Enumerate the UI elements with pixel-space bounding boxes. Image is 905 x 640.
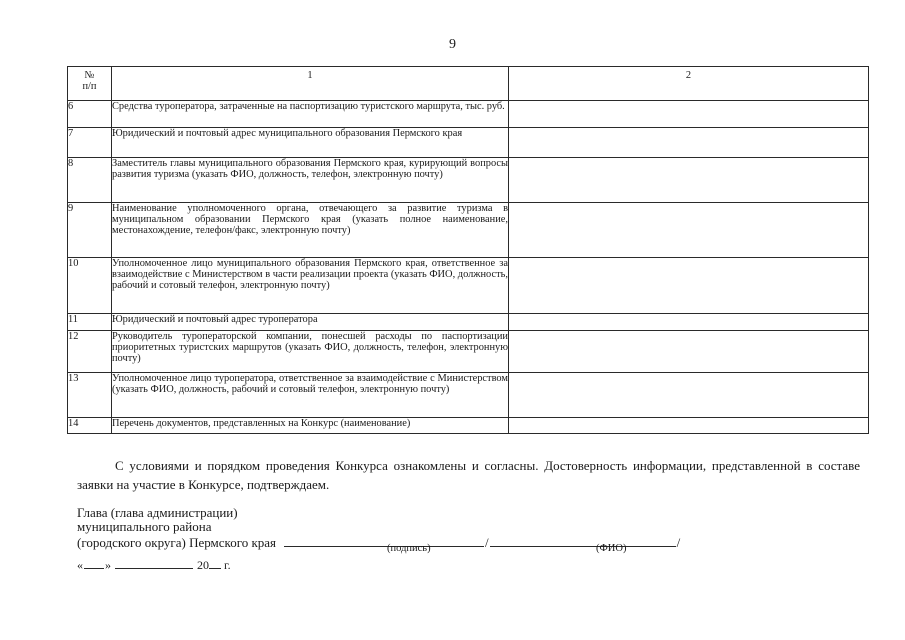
name-line[interactable] [490,534,676,547]
row-number: 8 [68,158,112,203]
row-value-cell[interactable] [509,101,869,128]
table-row [68,158,869,203]
day-blank[interactable] [84,556,104,569]
row-description: Уполномоченное лицо туроператора, ответственное за взаимодействие с Министерством (указать ФИО, должность, рабочий и сотовый телефон, электронную почту) [112,373,509,418]
date-open-quote: « [77,558,83,572]
separator-slash-end: / [676,535,681,550]
table-row [68,258,869,314]
row-value-cell[interactable] [509,314,869,331]
year-blank[interactable] [209,556,221,569]
table-row [68,128,869,158]
month-blank[interactable] [115,556,193,569]
signature-line[interactable] [284,534,484,547]
signer-title-line-3 [77,534,681,550]
row-number: 13 [68,373,112,418]
row-description: Средства туроператора, затраченные на паспортизацию туристского маршрута, тыс. руб. [112,101,509,128]
row-value-cell[interactable] [509,128,869,158]
row-value-cell[interactable] [509,203,869,258]
header-col-2: 2 [509,67,869,101]
date-close-quote: » [105,558,111,572]
row-value-cell[interactable] [509,258,869,314]
row-number: 14 [68,418,112,434]
table-row [68,373,869,418]
row-number: 6 [68,101,112,128]
row-number: 10 [68,258,112,314]
table-row [68,101,869,128]
consent-paragraph: С условиями и порядком проведения Конкурса ознакомлены и согласны. Достоверность информации, представленной в составе заявки на участие в Конкурсе, подтверждаем. [77,458,860,492]
table-row [68,314,869,331]
signer-title-line-1: Глава (глава администрации) [77,505,238,520]
signer-title-line-2: муниципального района [77,519,212,534]
table-header-row [68,67,869,101]
row-number: 12 [68,331,112,373]
row-number: 9 [68,203,112,258]
table-row [68,418,869,434]
separator-slash: / [485,535,489,550]
row-value-cell[interactable] [509,331,869,373]
header-number: № п/п [68,67,112,101]
row-value-cell[interactable] [509,373,869,418]
page-number: 9 [449,37,456,52]
signer-title-text: (городского округа) Пермского края [77,535,277,550]
row-value-cell[interactable] [509,418,869,434]
table-row [68,203,869,258]
row-description: Руководитель туроператорской компании, понесшей расходы по паспортизации приоритетных туристских маршрутов (указать ФИО, должность, телефон, электронную почту) [112,331,509,373]
row-value-cell[interactable] [509,158,869,203]
row-description: Перечень документов, представленных на Конкурс (наименование) [112,418,509,434]
application-table [67,66,869,434]
signature-caption: (подпись) [387,543,431,554]
table-row [68,331,869,373]
row-description: Юридический и почтовый адрес туроператора [112,314,509,331]
row-description: Юридический и почтовый адрес муниципального образования Пермского края [112,128,509,158]
date-line [77,556,231,573]
header-col-1: 1 [112,67,509,101]
name-caption: (ФИО) [596,543,627,554]
row-number: 7 [68,128,112,158]
year-prefix: 20 [197,558,209,572]
row-description: Наименование уполномоченного органа, отвечающего за развитие туризма в муниципальном образовании Пермского края (указать полное наименование, местонахождение, телефон/факс, электронную почту) [112,203,509,258]
year-suffix: г. [224,558,231,572]
row-description: Уполномоченное лицо муниципального образования Пермского края, ответственное за взаимодействие с Министерством в части реализации проекта (указать ФИО, должность, рабочий и сотовый телефон, электронную почту) [112,258,509,314]
row-number: 11 [68,314,112,331]
row-description: Заместитель главы муниципального образования Пермского края, курирующий вопросы развития туризма (указать ФИО, должность, телефон, электронную почту) [112,158,509,203]
